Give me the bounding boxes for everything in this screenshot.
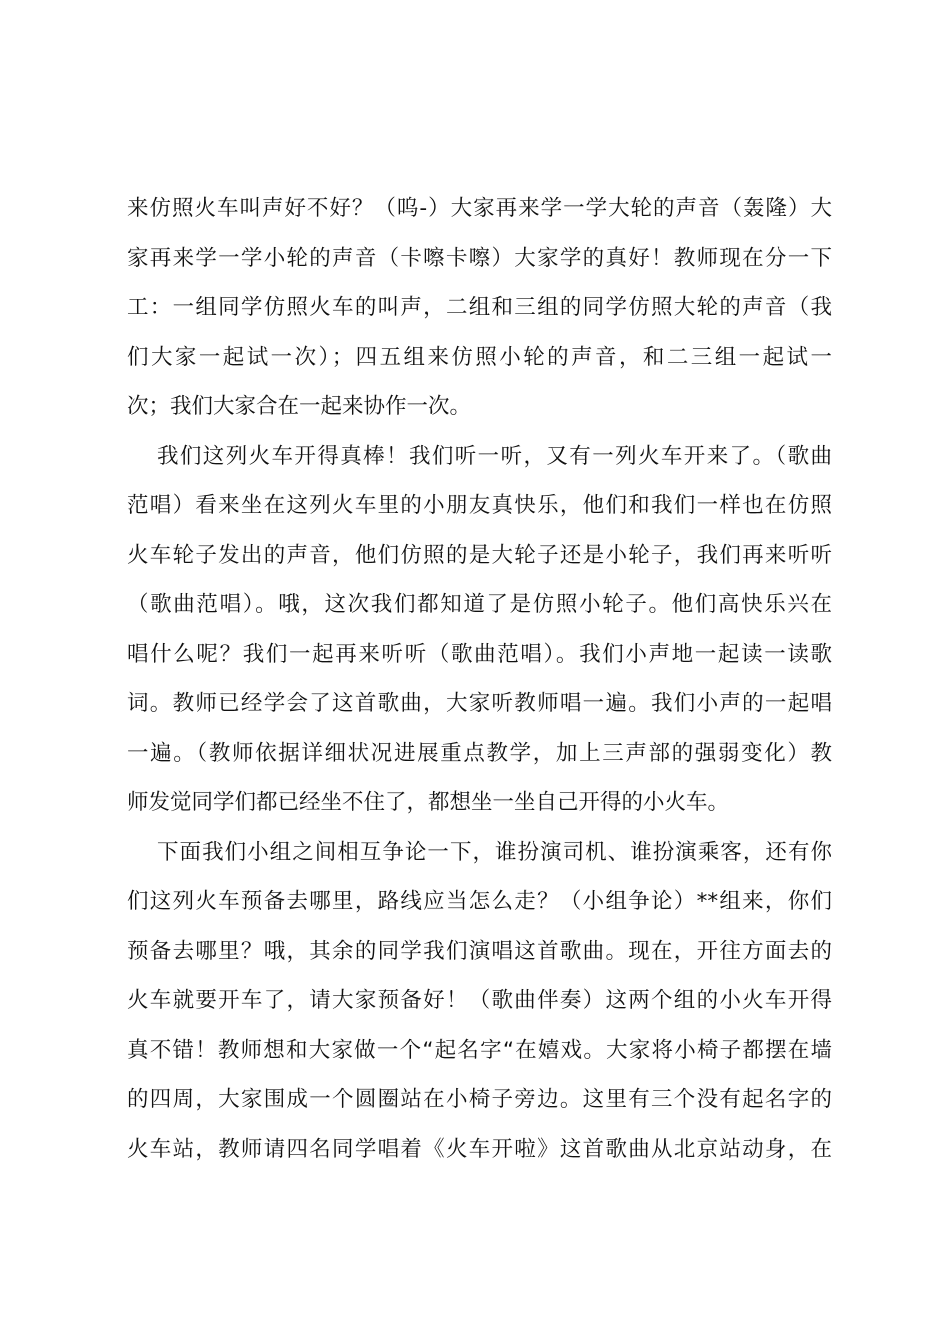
text-line: 下面我们小组之间相互争论一下，谁扮演司机、谁扮演乘客，还有你 [157, 839, 832, 865]
paragraph-1 [127, 184, 832, 432]
text-line: 次；我们大家合在一起来协作一次。 [127, 394, 472, 419]
text-line: 火车就要开车了，请大家预备好！（歌曲伴奏）这两个组的小火车开得 [127, 988, 832, 1013]
text-line: 唱什么呢？我们一起再来听听（歌曲范唱）。我们小声地一起读一读歌 [127, 641, 832, 667]
paragraph-3 [127, 828, 832, 1175]
text-line: 真不错！教师想和大家做一个“起名字“在嬉戏。大家将小椅子都摆在墙 [127, 1037, 832, 1063]
text-line: （歌曲范唱）。哦，这次我们都知道了是仿照小轮子。他们高快乐兴在 [127, 592, 832, 617]
text-line: 一遍。（教师依据详细状况进展重点教学，加上三声部的强弱变化）教 [127, 740, 832, 766]
document-body [127, 184, 832, 1174]
text-line: 工：一组同学仿照火车的叫声，二组和三组的同学仿照大轮的声音（我 [127, 295, 832, 320]
text-line: 火车轮子发出的声音，他们仿照的是大轮子还是小轮子，我们再来听听 [127, 542, 832, 568]
text-line: 的四周，大家围成一个圆圈站在小椅子旁边。这里有三个没有起名字的 [127, 1087, 832, 1112]
text-line: 我们这列火车开得真棒！我们听一听，又有一列火车开来了。（歌曲 [157, 443, 832, 469]
text-line: 们这列火车预备去哪里，路线应当怎么走？（小组争论）**组来，你们 [127, 889, 832, 914]
text-line: 预备去哪里？哦，其余的同学我们演唱这首歌曲。现在，开往方面去的 [127, 938, 832, 964]
text-line: 范唱）看来坐在这列火车里的小朋友真快乐，他们和我们一样也在仿照 [127, 493, 832, 518]
text-line: 家再来学一学小轮的声音（卡嚓卡嚓）大家学的真好！教师现在分一下 [127, 245, 832, 271]
text-line: 师发觉同学们都已经坐不住了，都想坐一坐自己开得的小火车。 [127, 790, 730, 815]
text-line: 们大家一起试一次）；四五组来仿照小轮的声音，和二三组一起试一 [127, 344, 832, 370]
text-line: 火车站，教师请四名同学唱着《火车开啦》这首歌曲从北京站动身，在 [127, 1136, 832, 1162]
paragraph-2 [127, 432, 832, 828]
text-line: 来仿照火车叫声好不好？（呜-）大家再来学一学大轮的声音（轰隆）大 [127, 196, 832, 221]
text-line: 词。教师已经学会了这首歌曲，大家听教师唱一遍。我们小声的一起唱 [127, 691, 832, 716]
